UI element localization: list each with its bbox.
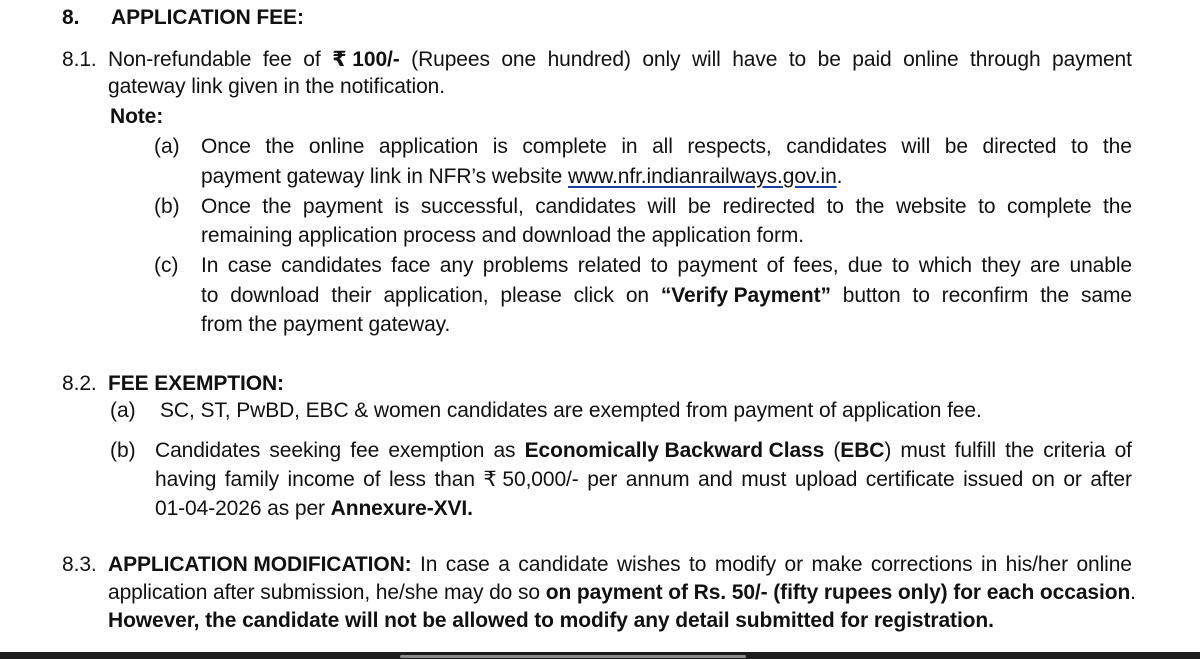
word: or: [1063, 468, 1082, 491]
word: face: [391, 254, 431, 277]
word: due: [847, 254, 883, 277]
word: have: [732, 48, 778, 71]
word: application: [378, 135, 479, 158]
word: will: [901, 135, 931, 158]
word: be: [944, 135, 968, 158]
word: to: [201, 284, 219, 307]
word: reconfirm: [941, 284, 1029, 307]
word: online: [1076, 553, 1132, 576]
word: a: [498, 553, 510, 576]
word: less: [388, 468, 426, 491]
word: successful,: [420, 195, 524, 218]
word: his/her: [1005, 553, 1068, 576]
word: online: [308, 135, 365, 158]
word: complete: [522, 135, 607, 158]
word: the: [262, 195, 292, 218]
word: to: [788, 48, 807, 71]
word: In: [201, 254, 219, 277]
word: fee: [350, 439, 380, 462]
word: case: [445, 553, 490, 576]
word: exemption: [388, 439, 485, 462]
word: issued: [963, 468, 1024, 491]
horizontal-scroll-thumb[interactable]: [400, 655, 746, 658]
s83-title: APPLICATION MODIFICATION:: [108, 553, 412, 576]
word: must: [741, 468, 787, 491]
word: than: [434, 468, 475, 491]
word: family: [224, 468, 280, 491]
note-a-line-1: [201, 134, 1132, 160]
s81-line-1: [108, 47, 1132, 73]
word: upload: [794, 468, 858, 491]
word: of: [766, 254, 784, 277]
word: the: [1005, 439, 1035, 462]
s82-b-line-2: [155, 467, 1132, 493]
word: related: [577, 254, 642, 277]
word: all: [652, 135, 673, 158]
word: payment: [1052, 48, 1132, 71]
word: fee: [262, 48, 292, 71]
word: to: [826, 195, 844, 218]
word: payment: [302, 195, 383, 218]
word: candidates: [535, 195, 636, 218]
word: please: [500, 284, 562, 307]
word: seeking: [269, 439, 342, 462]
word: hundred): [547, 48, 631, 71]
word: In: [420, 553, 438, 576]
word: is: [492, 135, 508, 158]
nfr-website-link[interactable]: www.nfr.indianrailways.gov.in: [567, 165, 837, 188]
s82-a-text: SC, ST, PwBD, EBC & women candidates are exempted from payment of application fee.: [160, 399, 982, 422]
word: per: [587, 468, 618, 491]
note-c-line-3: from the payment gateway.: [201, 313, 451, 336]
word: which: [918, 254, 972, 277]
note-b-line-2: remaining application process and download the application form.: [201, 224, 804, 247]
word: to: [892, 254, 910, 277]
word: redirected: [722, 195, 815, 218]
word: Economically Backward Class: [524, 439, 825, 462]
word: be: [687, 195, 711, 218]
word: website: [895, 195, 967, 218]
word: criteria: [1043, 439, 1106, 462]
s82-b-line-1: [155, 438, 1132, 464]
s82-b-line-3: [155, 496, 473, 522]
word: they: [981, 254, 1021, 277]
word: unable: [1069, 254, 1132, 277]
s83-line-3: However, the candidate will not be allowed to modify any detail submitted for registration.: [108, 609, 994, 632]
word: any: [439, 254, 474, 277]
word: annum: [625, 468, 690, 491]
word: case: [227, 254, 272, 277]
word: respects,: [687, 135, 772, 158]
section-8-number: 8.: [62, 6, 80, 29]
word: of: [303, 48, 321, 71]
word: to: [689, 553, 707, 576]
word: the: [265, 135, 295, 158]
word: paid: [852, 48, 892, 71]
word: same: [1080, 284, 1132, 307]
word: the: [855, 195, 885, 218]
word: income: [287, 468, 355, 491]
word: after: [1090, 468, 1132, 491]
word: Once: [201, 135, 251, 158]
word: to: [978, 195, 996, 218]
word: candidates: [786, 135, 887, 158]
note-c-line-1: [201, 253, 1132, 279]
s82-b-line-3-text: 01-04-2026 as per: [155, 497, 331, 520]
section-8-title: APPLICATION FEE:: [111, 6, 304, 29]
word: ₹ 100/-: [332, 48, 400, 71]
s83-line-2-end: .: [1130, 581, 1136, 604]
s82-a-label: (a): [110, 399, 136, 422]
note-b-line-1: [201, 194, 1132, 220]
note-a-label: (a): [154, 135, 180, 158]
word: will: [691, 48, 721, 71]
note-c-line-2: [201, 283, 1132, 309]
word: complete: [1007, 195, 1092, 218]
word: the: [1102, 135, 1132, 158]
note-b-label: (b): [154, 195, 180, 218]
word: directed: [982, 135, 1057, 158]
word: candidates: [281, 254, 382, 277]
word: online: [903, 48, 959, 71]
word: on: [1031, 468, 1055, 491]
word: the: [1040, 284, 1070, 307]
word: Non-refundable: [108, 48, 252, 71]
s83-line-2: [108, 580, 1136, 606]
note-a-line-2: [201, 164, 842, 190]
note-a-line-2-text: payment gateway link in NFR’s website: [201, 165, 568, 188]
word: their: [331, 284, 372, 307]
s83-modification-fee: on payment of Rs. 50/- (fifty rupees only) for each occasion: [545, 581, 1131, 604]
word: payment: [677, 254, 758, 277]
s82-number: 8.2.: [62, 372, 97, 395]
word: fees,: [793, 254, 839, 277]
word: button: [842, 284, 901, 307]
word: to: [912, 284, 930, 307]
word: wishes: [616, 553, 681, 576]
word: to: [1071, 135, 1089, 158]
word: having: [155, 468, 217, 491]
word: in: [981, 553, 998, 576]
annexure-reference: Annexure-XVI.: [330, 497, 473, 520]
word: modify: [714, 553, 777, 576]
word: only: [642, 48, 681, 71]
note-c-label: (c): [154, 254, 179, 277]
word: download: [230, 284, 320, 307]
s81-number: 8.1.: [62, 48, 97, 71]
word: as: [493, 439, 516, 462]
word: corrections: [870, 553, 973, 576]
s82-title: FEE EXEMPTION:: [108, 372, 284, 395]
word: on: [625, 284, 649, 307]
word: be: [817, 48, 841, 71]
word: candidate: [518, 553, 609, 576]
word: in: [621, 135, 638, 158]
word: certificate: [865, 468, 955, 491]
s82-b-label: (b): [110, 439, 136, 462]
word: are: [1030, 254, 1061, 277]
word: or: [784, 553, 804, 576]
word: problems: [482, 254, 569, 277]
word: (Rupees: [411, 48, 490, 71]
word: is: [394, 195, 410, 218]
word: through: [970, 48, 1041, 71]
word: of: [1114, 439, 1132, 462]
word: Once: [201, 195, 251, 218]
word: of: [363, 468, 381, 491]
s81-line-2: gateway link given in the notification.: [108, 75, 445, 98]
word: and: [697, 468, 733, 491]
word: the: [1103, 195, 1132, 218]
word: will: [647, 195, 677, 218]
s83-number: 8.3.: [62, 553, 97, 576]
word: to: [650, 254, 668, 277]
note-label: Note:: [110, 105, 164, 128]
word: (EBC): [833, 439, 892, 462]
word: one: [501, 48, 537, 71]
word: application,: [383, 284, 489, 307]
s83-line-2-text: application after submission, he/she may do so: [108, 581, 546, 604]
word: ₹ 50,000/-: [483, 468, 579, 491]
s83-line-1: [108, 552, 1132, 578]
word: make: [811, 553, 863, 576]
word: must: [900, 439, 946, 462]
word: “Verify Payment”: [660, 284, 831, 307]
word: click: [573, 284, 614, 307]
word: Candidates: [155, 439, 261, 462]
note-a-line-2-end: .: [836, 165, 843, 188]
word: fulfill: [954, 439, 996, 462]
